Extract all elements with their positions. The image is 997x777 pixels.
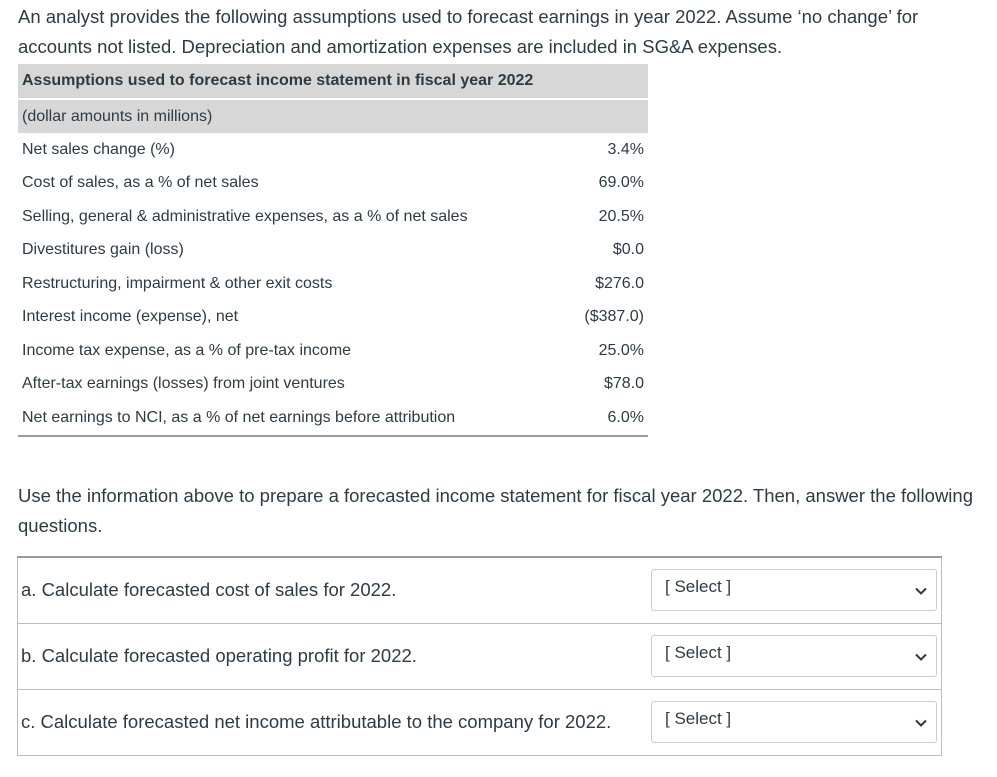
chevron-down-icon bbox=[914, 716, 928, 730]
row-value: $78.0 bbox=[603, 375, 644, 393]
answer-select-a[interactable] bbox=[651, 569, 937, 611]
row-label: Income tax expense, as a % of pre-tax income bbox=[22, 341, 352, 359]
row-value: 25.0% bbox=[598, 341, 644, 359]
table-row bbox=[18, 167, 648, 201]
row-label: After-tax earnings (losses) from joint ventures bbox=[22, 375, 345, 393]
table-row bbox=[18, 368, 648, 402]
table-row bbox=[18, 234, 648, 268]
row-label: Net earnings to NCI, as a % of net earnings before attribution bbox=[18, 401, 566, 436]
row-label: Net sales change (%) bbox=[22, 140, 175, 158]
question-text: c. Calculate forecasted net income attributable to the company for 2022. bbox=[18, 689, 646, 755]
select-label: [ Select ] bbox=[665, 643, 732, 662]
row-label: Interest income (expense), net bbox=[22, 308, 239, 326]
row-value: ($387.0) bbox=[584, 308, 644, 326]
row-value: $0.0 bbox=[612, 241, 644, 259]
row-label: Divestitures gain (loss) bbox=[22, 241, 184, 259]
questions-table bbox=[17, 556, 942, 756]
table-subheader-row bbox=[18, 100, 648, 133]
answer-select-b[interactable] bbox=[651, 635, 937, 677]
row-value: 69.0% bbox=[598, 174, 644, 192]
select-label: [ Select ] bbox=[665, 577, 732, 597]
row-value: $276.0 bbox=[595, 274, 644, 292]
table-row bbox=[18, 334, 648, 368]
table-row bbox=[18, 267, 648, 301]
chevron-down-icon bbox=[914, 650, 928, 664]
row-label: Selling, general & administrative expenses, as a % of net sales bbox=[22, 207, 468, 225]
table-row bbox=[18, 133, 648, 167]
row-label: Restructuring, impairment & other exit costs bbox=[22, 274, 333, 292]
row-value: 6.0% bbox=[566, 401, 648, 436]
row-label: Cost of sales, as a % of net sales bbox=[22, 174, 259, 192]
row-value: 3.4% bbox=[607, 140, 644, 158]
answer-select-c[interactable] bbox=[651, 701, 937, 743]
table-subtitle: (dollar amounts in millions) bbox=[18, 100, 648, 133]
table-header-row bbox=[18, 64, 648, 98]
table-title: Assumptions used to forecast income statement in fiscal year 2022 bbox=[18, 64, 648, 98]
question-row bbox=[18, 557, 942, 623]
question-text: a. Calculate forecasted cost of sales for 2022. bbox=[18, 557, 646, 623]
question-text: b. Calculate forecasted operating profit for 2022. bbox=[18, 623, 646, 689]
select-label: [ Select ] bbox=[665, 709, 732, 728]
instructions-text: Use the information above to prepare a forecasted income statement for fiscal year 2022. Then, answer the following questions. bbox=[18, 485, 973, 536]
row-value: 20.5% bbox=[598, 207, 644, 225]
question-row bbox=[18, 623, 942, 689]
table-row bbox=[18, 301, 648, 335]
table-row bbox=[18, 200, 648, 234]
assumptions-table bbox=[18, 64, 648, 437]
table-row bbox=[18, 401, 648, 436]
chevron-down-icon bbox=[914, 584, 928, 598]
intro-text: An analyst provides the following assumptions used to forecast earnings in year 2022. Assume ‘no change’ for accounts not listed. Depreciation and amortization expenses are included in SG&A expenses. bbox=[18, 6, 919, 57]
question-row bbox=[18, 689, 942, 755]
